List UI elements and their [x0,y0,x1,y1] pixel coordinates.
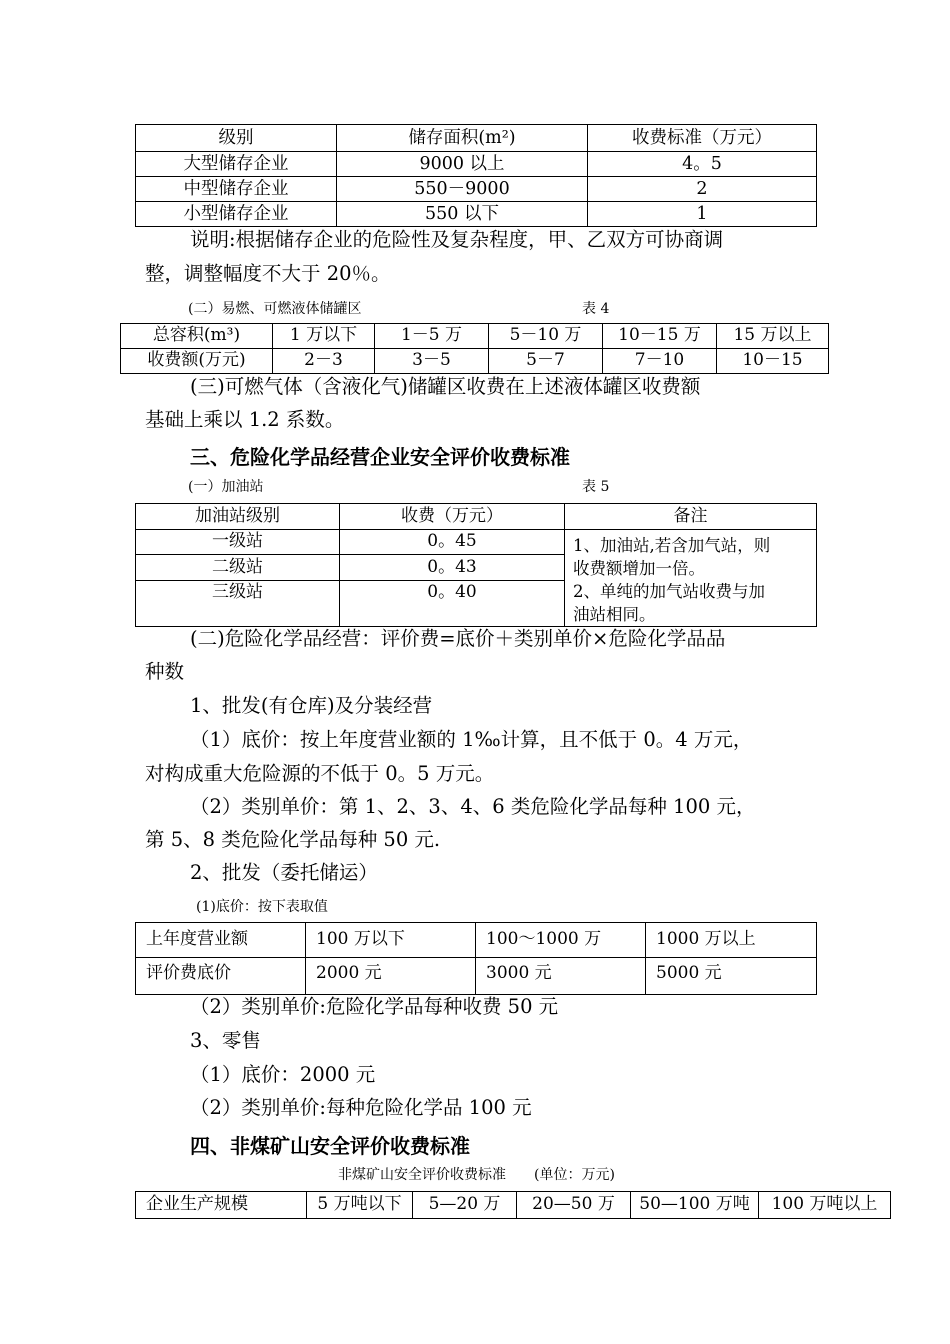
table-header-cell: 备注 [565,504,817,530]
table-cell: 100 万以下 [306,923,476,958]
table-header-cell: 收费标准（万元） [588,125,817,152]
table-cell: 15 万以上 [717,324,829,349]
table-cell: 10－15 万 [603,324,717,349]
table-cell: 20—50 万 [517,1192,631,1219]
liquid-tank-fee-table [120,323,829,374]
table-cell: 1000 万以上 [646,923,817,958]
paragraph-line: 第 5、8 类危险化学品每种 50 元. [145,828,441,851]
table-cell: 10－15 [717,349,829,374]
table-cell: 5—20 万 [413,1192,517,1219]
table-row [136,152,817,177]
table-caption: (二）易燃、可燃液体储罐区 [188,301,362,317]
paragraph-line: （2）类别单价：第 1、2、3、4、6 类危险化学品每种 100 元， [190,795,756,818]
table-row [121,324,829,349]
table-cell: 0。45 [340,530,565,555]
table-cell: 上年度营业额 [136,923,306,958]
table-cell: 1 万以下 [273,324,375,349]
table-cell: 4。5 [588,152,817,177]
table-caption: (一）加油站 [188,479,264,495]
table-cell: 2 [588,177,817,202]
table-cell: 5 万吨以下 [307,1192,413,1219]
list-item: 3、零售 [190,1029,261,1052]
paragraph-line: 对构成重大危险源的不低于 0。5 万元。 [145,762,495,785]
table-header-cell: 加油站级别 [136,504,340,530]
table-row [136,530,817,555]
paragraph-line: (三)可燃气体（含液化气)储罐区收费在上述液体罐区收费额 [190,375,701,398]
table-cell: 5－10 万 [489,324,603,349]
list-item: 1、批发(有仓库)及分装经营 [190,694,433,717]
table-header-cell: 储存面积(m²) [337,125,588,152]
table-row [136,958,817,995]
table-cell: 2000 元 [306,958,476,995]
table-cell: 收费额(万元) [121,349,273,374]
table-cell: 550－9000 [337,177,588,202]
table-cell: 1－5 万 [375,324,489,349]
table-row [136,177,817,202]
remark-line: 2、单纯的加气站收费与加 [573,582,765,601]
table-cell: 小型储存企业 [136,202,337,227]
paragraph-line: 基础上乘以 1.2 系数。 [145,408,345,431]
non-coal-mine-fee-table [135,1191,891,1219]
table-cell: 100～1000 万 [476,923,646,958]
section-heading: 三、危险化学品经营企业安全评价收费标准 [190,445,570,469]
paragraph-line: （1）底价：2000 元 [190,1063,376,1086]
table-cell: 3000 元 [476,958,646,995]
table-cell: 大型储存企业 [136,152,337,177]
table-header-cell: 收费（万元） [340,504,565,530]
table-header-row [136,504,817,530]
table-cell: 0。40 [340,580,565,627]
table-cell: 中型储存企业 [136,177,337,202]
list-item: 2、批发（委托储运） [190,861,378,884]
wholesale-base-price-table [135,922,817,995]
paragraph-line: 种数 [145,660,185,683]
table-cell: 一级站 [136,530,340,555]
table-number: 表 4 [582,301,610,317]
table-caption: 非煤矿山安全评价收费标准 (单位：万元) [338,1167,615,1183]
note-paragraph-line: 说明:根据储存企业的危险性及复杂程度，甲、乙双方可协商调 [190,228,724,251]
table-cell: 7－10 [603,349,717,374]
sub-caption: (1)底价：按下表取值 [196,899,328,915]
table-cell: 5－7 [489,349,603,374]
paragraph-line: （1）底价：按上年度营业额的 1‰计算，且不低于 0。4 万元， [190,728,753,751]
table-cell: 1 [588,202,817,227]
table-cell: 50—100 万吨 [631,1192,759,1219]
gas-station-fee-table [135,503,817,627]
table-number: 表 5 [582,479,610,495]
remark-line: 收费额增加一倍。 [573,559,705,578]
table-cell: 2－3 [273,349,375,374]
table-header-row [136,125,817,152]
table-row [136,1192,891,1219]
table-cell: 评价费底价 [136,958,306,995]
table-cell: 5000 元 [646,958,817,995]
remark-line: 油站相同。 [573,605,656,624]
section-heading: 四、非煤矿山安全评价收费标准 [190,1134,470,1158]
table-header-cell: 级别 [136,125,337,152]
paragraph-line: （2）类别单价:每种危险化学品 100 元 [190,1096,532,1119]
remark-cell [565,530,817,627]
table-row [121,349,829,374]
note-paragraph-line: 整，调整幅度不大于 20％。 [145,262,391,285]
table-cell: 二级站 [136,555,340,580]
storage-fee-table [135,124,817,227]
table-cell: 3－5 [375,349,489,374]
table-cell: 0。43 [340,555,565,580]
paragraph-line: (二)危险化学品经营：评价费=底价＋类别单价×危险化学品品 [190,627,726,650]
paragraph-line: （2）类别单价:危险化学品每种收费 50 元 [190,995,559,1018]
table-cell: 企业生产规模 [136,1192,307,1219]
table-cell: 总容积(m³) [121,324,273,349]
table-cell: 550 以下 [337,202,588,227]
table-row [136,923,817,958]
table-cell: 100 万吨以上 [759,1192,891,1219]
table-cell: 9000 以上 [337,152,588,177]
remark-line: 1、加油站,若含加气站，则 [573,536,771,555]
table-cell: 三级站 [136,580,340,627]
table-row [136,202,817,227]
